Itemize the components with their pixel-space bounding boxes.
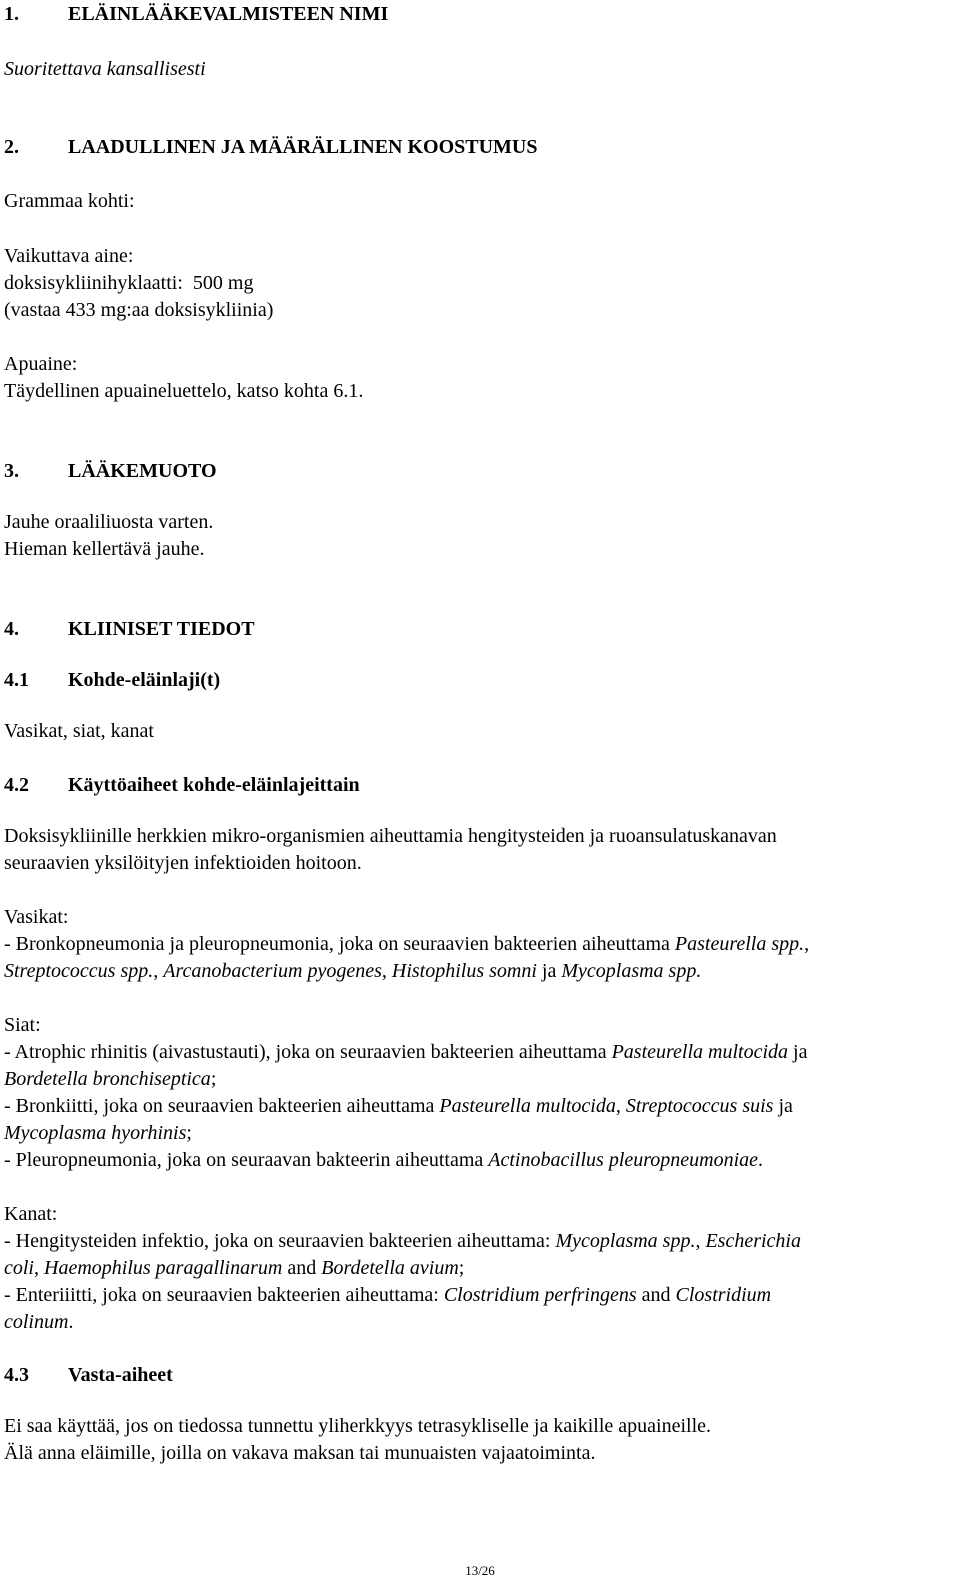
section-1-heading: 1. ELÄINLÄÄKEVALMISTEEN NIMI <box>4 3 389 25</box>
section-4-2-heading: 4.2 Käyttöaiheet kohde-eläinlajeittain <box>4 774 360 796</box>
chickens-line-1: - Hengitysteiden infektio, joka on seuraavien bakteerien aiheuttama: Mycoplasma spp., Escherichia <box>4 1230 801 1252</box>
chickens-line-4: colinum. <box>4 1311 74 1333</box>
pigs-line-2: Bordetella bronchiseptica; <box>4 1068 217 1090</box>
product-name: Suoritettava kansallisesti <box>4 58 206 80</box>
chickens-line-3: - Enteriiitti, joka on seuraavien bakteerien aiheuttama: Clostridium perfringens and Clostridium <box>4 1284 772 1306</box>
page-number: 13/26 <box>465 1563 495 1578</box>
calves-line-2: Streptococcus spp., Arcanobacterium pyogenes, Histophilus somni ja Mycoplasma spp. <box>4 960 702 982</box>
section-4-heading: 4. KLIINISET TIEDOT <box>4 618 255 640</box>
contraindication-line-1: Ei saa käyttää, jos on tiedossa tunnettu yliherkkyys tetrasykliselle ja kaikille apuaineille. <box>4 1415 712 1437</box>
excipient-text: Täydellinen apuaineluettelo, katso kohta 6.1. <box>4 380 364 402</box>
pigs-line-3: - Bronkiitti, joka on seuraavien bakteerien aiheuttama Pasteurella multocida, Streptococcus suis ja <box>4 1095 793 1117</box>
indications-intro-1: Doksisykliinille herkkien mikro-organismien aiheuttamia hengitysteiden ja ruoansulatuskanavan <box>4 825 777 847</box>
section-4-3-heading: 4.3 Vasta-aiheet <box>4 1364 173 1386</box>
active-substance-line: doksisykliinihyklaatti: 500 mg <box>4 272 254 294</box>
calves-line-1: - Bronkopneumonia ja pleuropneumonia, joka on seuraavien bakteerien aiheuttama Pasteurella spp., <box>4 933 810 955</box>
excipient-label: Apuaine: <box>4 353 78 375</box>
pigs-line-5: - Pleuropneumonia, joka on seuraavan bakteerin aiheuttama Actinobacillus pleuropneumoniae. <box>4 1149 764 1171</box>
indications-intro-2: seuraavien yksilöityjen infektioiden hoitoon. <box>4 852 362 874</box>
section-3-heading: 3. LÄÄKEMUOTO <box>4 460 217 482</box>
pigs-line-4: Mycoplasma hyorhinis; <box>4 1122 192 1144</box>
pigs-label: Siat: <box>4 1014 41 1036</box>
form-line-1: Jauhe oraaliliuosta varten. <box>4 511 214 533</box>
section-2-heading: 2. LAADULLINEN JA MÄÄRÄLLINEN KOOSTUMUS <box>4 136 538 158</box>
form-line-2: Hieman kellertävä jauhe. <box>4 538 205 560</box>
section-4-1-heading: 4.1 Kohde-eläinlaji(t) <box>4 669 221 691</box>
active-substance-equivalent: (vastaa 433 mg:aa doksisykliinia) <box>4 299 274 321</box>
chickens-label: Kanat: <box>4 1203 58 1225</box>
active-substance-label: Vaikuttava aine: <box>4 245 134 267</box>
per-gram-label: Grammaa kohti: <box>4 190 135 212</box>
target-species: Vasikat, siat, kanat <box>4 720 154 742</box>
pigs-line-1: - Atrophic rhinitis (aivastustauti), joka on seuraavien bakteerien aiheuttama Pasteurella multocida ja <box>4 1041 808 1063</box>
contraindication-line-2: Älä anna eläimille, joilla on vakava maksan tai munuaisten vajaatoiminta. <box>4 1442 596 1464</box>
chickens-line-2: coli, Haemophilus paragallinarum and Bordetella avium; <box>4 1257 465 1279</box>
calves-label: Vasikat: <box>4 906 69 928</box>
